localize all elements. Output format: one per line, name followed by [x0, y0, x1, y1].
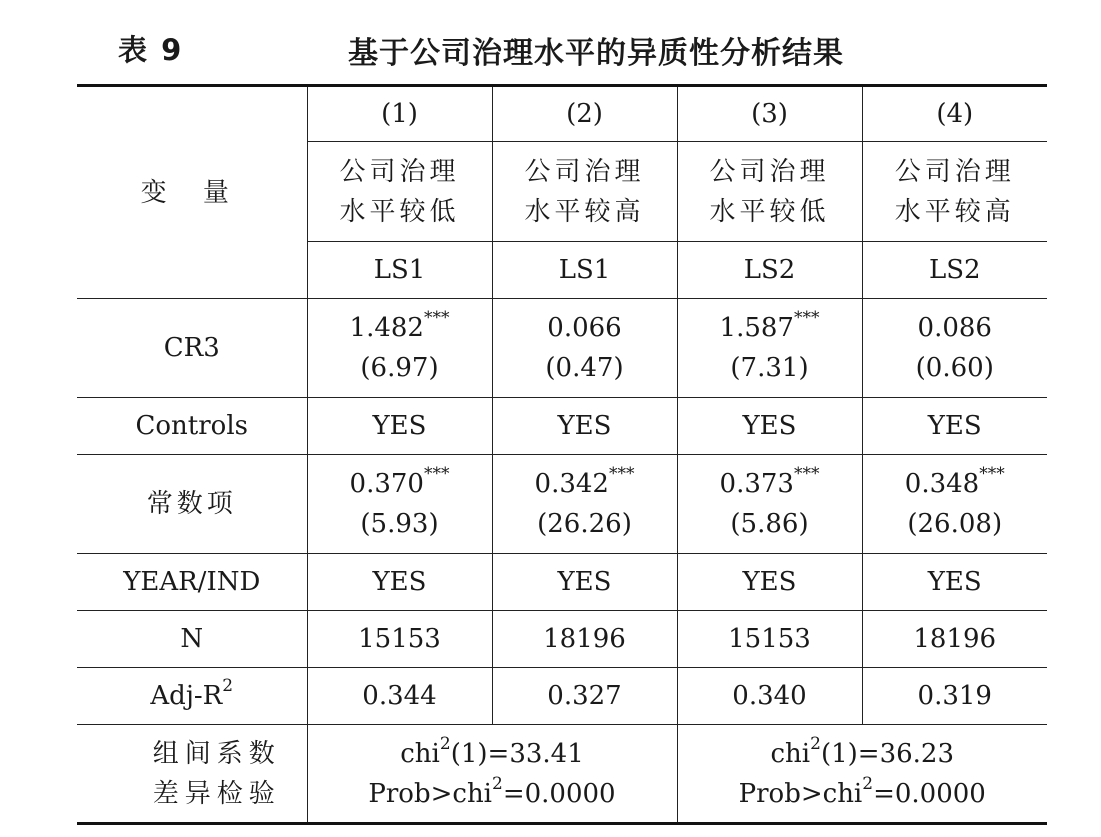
- significance-stars: ***: [979, 464, 1005, 485]
- chi-test-cell: [677, 725, 1047, 824]
- t-stat: (0.60): [915, 353, 994, 383]
- significance-stars: ***: [793, 464, 820, 485]
- group-label-line: 水平较低: [709, 196, 830, 227]
- column-number: (4): [862, 86, 1047, 142]
- column-number: (2): [492, 86, 677, 142]
- coef-value: 0.342: [534, 469, 609, 499]
- coef-cell: [492, 299, 677, 398]
- dependent-variable: LS2: [862, 242, 1047, 299]
- prob-text: Prob>chi: [738, 778, 863, 809]
- group-label-cell: [677, 142, 862, 242]
- table-cell: YES: [492, 398, 677, 455]
- row-label: Controls: [77, 398, 307, 455]
- coef-value: 0.086: [917, 313, 992, 343]
- group-label-cell: [307, 142, 492, 242]
- row-label: [77, 668, 307, 725]
- table-cell: YES: [862, 554, 1047, 611]
- group-label-line: 水平较高: [524, 196, 645, 227]
- coef-value: 0.066: [547, 313, 622, 343]
- chi-statistic: [678, 734, 1048, 774]
- variable-header: 变 量: [77, 86, 307, 299]
- group-label-line: 公司治理: [709, 156, 830, 187]
- coef-value: 1.587: [719, 313, 794, 343]
- superscript: 2: [810, 733, 821, 754]
- chi-text: (1)=33.41: [450, 738, 584, 769]
- table-row-controls: [77, 398, 1047, 455]
- table-row-adj-r2: [77, 668, 1047, 725]
- table-cell: YES: [677, 398, 862, 455]
- table-cell: 0.344: [307, 668, 492, 725]
- column-number-row: [77, 86, 1047, 142]
- table-cell: YES: [307, 554, 492, 611]
- dependent-variable: LS1: [492, 242, 677, 299]
- group-label-line: 公司治理: [524, 156, 645, 187]
- prob-text: Prob>chi: [368, 778, 493, 809]
- superscript: 2: [222, 676, 234, 697]
- group-label-line: 公司治理: [339, 156, 460, 187]
- results-table: [77, 84, 1047, 825]
- chi-text: (1)=36.23: [820, 738, 954, 769]
- table-row-group-test: [77, 725, 1047, 824]
- group-label-line: 公司治理: [894, 156, 1015, 187]
- group-label-line: 水平较高: [894, 196, 1015, 227]
- coef-cell: [862, 455, 1047, 554]
- prob-text: =0.0000: [873, 778, 986, 809]
- coef-value: 0.348: [904, 469, 980, 499]
- t-stat: (26.26): [537, 509, 632, 539]
- row-label: N: [77, 611, 307, 668]
- chi-test-cell: [307, 725, 677, 824]
- column-number: (3): [677, 86, 862, 142]
- coef-cell: [492, 455, 677, 554]
- chi-text: chi: [770, 738, 811, 769]
- table-title: 基于公司治理水平的异质性分析结果: [348, 36, 844, 71]
- dependent-variable: LS2: [677, 242, 862, 299]
- significance-stars: ***: [423, 464, 450, 485]
- table-number: 表 9: [118, 33, 184, 67]
- coef-value: 0.370: [349, 469, 424, 499]
- t-stat: (26.08): [907, 509, 1003, 539]
- row-label-line: 差异检验: [152, 778, 281, 809]
- row-label: CR3: [77, 299, 307, 398]
- row-label: 常数项: [77, 455, 307, 554]
- table-cell: 18196: [862, 611, 1047, 668]
- table-cell: YES: [677, 554, 862, 611]
- group-label-line: 水平较低: [339, 196, 460, 227]
- significance-stars: ***: [423, 308, 450, 329]
- table-row-cr3: [77, 299, 1047, 398]
- coef-value: 1.482: [349, 313, 424, 343]
- table-cell: 0.340: [677, 668, 862, 725]
- row-label-line: 组间系数: [152, 738, 281, 769]
- table-cell: YES: [492, 554, 677, 611]
- superscript: 2: [862, 773, 874, 794]
- table-cell: 0.319: [862, 668, 1047, 725]
- table-row-n: [77, 611, 1047, 668]
- chi-probability: [308, 774, 677, 814]
- column-number: (1): [307, 86, 492, 142]
- table-cell: YES: [307, 398, 492, 455]
- row-label-text: Adj-R: [150, 681, 223, 711]
- table-row-year-ind: [77, 554, 1047, 611]
- t-stat: (5.86): [730, 509, 809, 539]
- prob-text: =0.0000: [502, 778, 616, 809]
- t-stat: (7.31): [730, 353, 809, 383]
- table-cell: 0.327: [492, 668, 677, 725]
- t-stat: (0.47): [545, 353, 624, 383]
- row-label: YEAR/IND: [77, 554, 307, 611]
- significance-stars: ***: [793, 308, 820, 329]
- coef-cell: [307, 455, 492, 554]
- coef-cell: [677, 455, 862, 554]
- dependent-variable: LS1: [307, 242, 492, 299]
- group-label-cell: [492, 142, 677, 242]
- table-row-constant: [77, 455, 1047, 554]
- significance-stars: ***: [608, 464, 635, 485]
- table-cell: 15153: [307, 611, 492, 668]
- group-label-cell: [862, 142, 1047, 242]
- table-cell: YES: [862, 398, 1047, 455]
- chi-statistic: [308, 734, 677, 774]
- coef-cell: [677, 299, 862, 398]
- table-cell: 18196: [492, 611, 677, 668]
- coef-cell: [862, 299, 1047, 398]
- superscript: 2: [492, 773, 503, 794]
- t-stat: (6.97): [360, 353, 439, 383]
- chi-probability: [678, 774, 1048, 814]
- row-label: [77, 725, 307, 824]
- t-stat: (5.93): [360, 509, 439, 539]
- table-caption: [0, 22, 1101, 72]
- coef-value: 0.373: [719, 469, 794, 499]
- chi-text: chi: [400, 738, 440, 769]
- superscript: 2: [439, 733, 451, 754]
- table-cell: 15153: [677, 611, 862, 668]
- coef-cell: [307, 299, 492, 398]
